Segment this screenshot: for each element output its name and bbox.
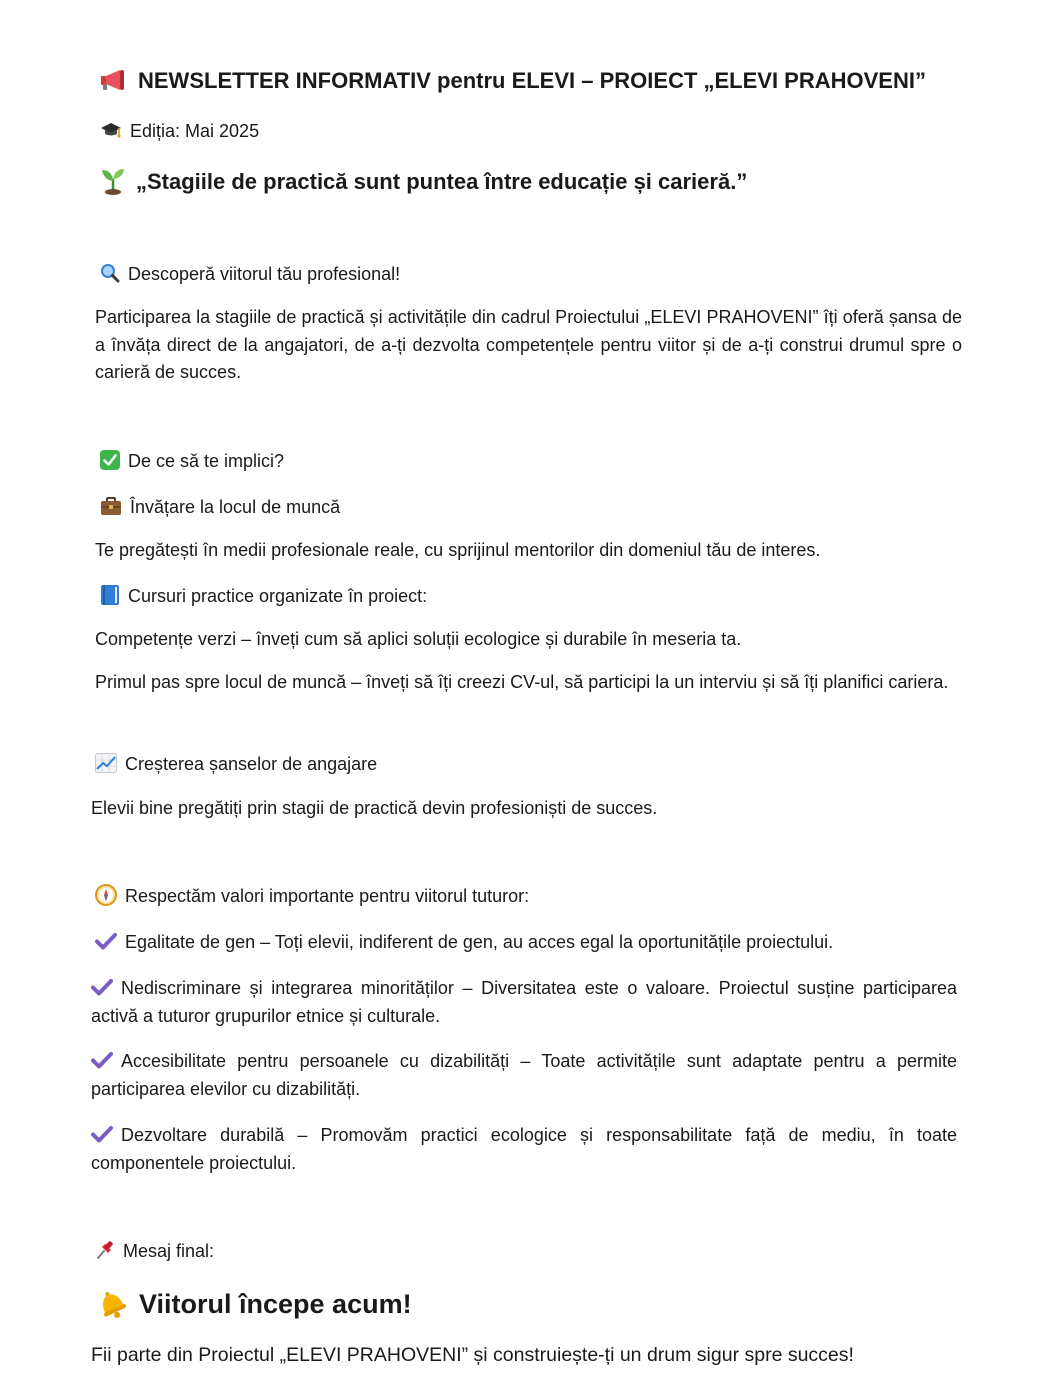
check-mark-icon: [91, 1125, 113, 1143]
seedling-icon: [100, 167, 126, 195]
final-slogan: Viitorul începe acum!: [95, 1288, 412, 1322]
graduation-cap-icon: [100, 121, 122, 139]
value-item-gender-equality: Egalitate de gen – Toți elevii, indiferent de gen, au acces egal la oportunitățile proiectului.: [95, 930, 833, 954]
newsletter-title: NEWSLETTER INFORMATIV pentru ELEVI – PROIECT „ELEVI PRAHOVENI”: [100, 67, 926, 95]
edition-line: [100, 119, 259, 143]
bell-icon: [95, 1288, 129, 1320]
magnifier-icon: [100, 263, 120, 283]
courses-heading: Cursuri practice organizate în proiect:: [100, 584, 427, 608]
check-mark-icon: [91, 978, 113, 996]
discover-heading: Descoperă viitorul tău profesional!: [100, 262, 400, 286]
learning-text: Te pregătești în medii profesionale reale, cu sprijinul mentorilor din domeniul tău de interes.: [95, 540, 821, 560]
value-item-accessibility: Accesibilitate pentru persoanele cu dizabilități – Toate activitățile sunt adaptate pentru a permite participarea elevilor cu dizabilități.: [91, 1051, 957, 1099]
closing-message: Fii parte din Proiectul „ELEVI PRAHOVENI” și construiește-ți un drum sigur spre succes!: [91, 1344, 854, 1366]
pushpin-icon: [95, 1240, 115, 1260]
value-item-non-discrimination: Nediscriminare și integrarea minorităților – Diversitatea este o valoare. Proiectul susține participarea activă a tuturor grupurilor etnice și culturale.: [91, 978, 957, 1026]
edition-text: Ediția: Mai 2025: [130, 121, 260, 141]
motto-quote: „Stagiile de practică sunt puntea între educație și carieră.”: [100, 168, 747, 197]
check-mark-icon: [91, 1051, 113, 1069]
values-heading: Respectăm valori importante pentru viitorul tuturor:: [95, 884, 529, 908]
check-mark-button-icon: [100, 450, 120, 470]
briefcase-icon: [100, 496, 122, 516]
learning-heading: Învățare la locul de muncă: [100, 495, 340, 519]
compass-icon: [95, 884, 117, 906]
chart-increasing-icon: [95, 753, 117, 773]
check-mark-icon: [95, 932, 117, 950]
value-item-sustainability: Dezvoltare durabilă – Promovăm practici ecologice și responsabilitate față de mediu, în toate componentele proiectului.: [91, 1125, 957, 1173]
course-first-step: Primul pas spre locul de muncă – înveți să îți creezi CV-ul, să participi la un interviu și să îți planifici cariera.: [95, 672, 949, 692]
growth-text: Elevii bine pregătiți prin stagii de practică devin profesioniști de succes.: [91, 798, 658, 818]
growth-heading: Creșterea șanselor de angajare: [95, 752, 377, 776]
why-heading: De ce să te implici?: [100, 449, 284, 473]
discover-paragraph: Participarea la stagiile de practică și activitățile din cadrul Proiectului „ELEVI PRAHOVENI” îți oferă șansa de a învăța direct de la angajatori, de a-ți dezvolta competențele pentru viitor și de a-ți construi drumul spre o carieră de succes.: [95, 307, 962, 382]
course-green-skills: Competențe verzi – înveți cum să aplici soluții ecologice și durabile în meseria ta.: [95, 629, 742, 649]
final-heading: Mesaj final:: [95, 1239, 214, 1263]
blue-book-icon: [100, 584, 120, 606]
megaphone-icon: [100, 68, 128, 92]
